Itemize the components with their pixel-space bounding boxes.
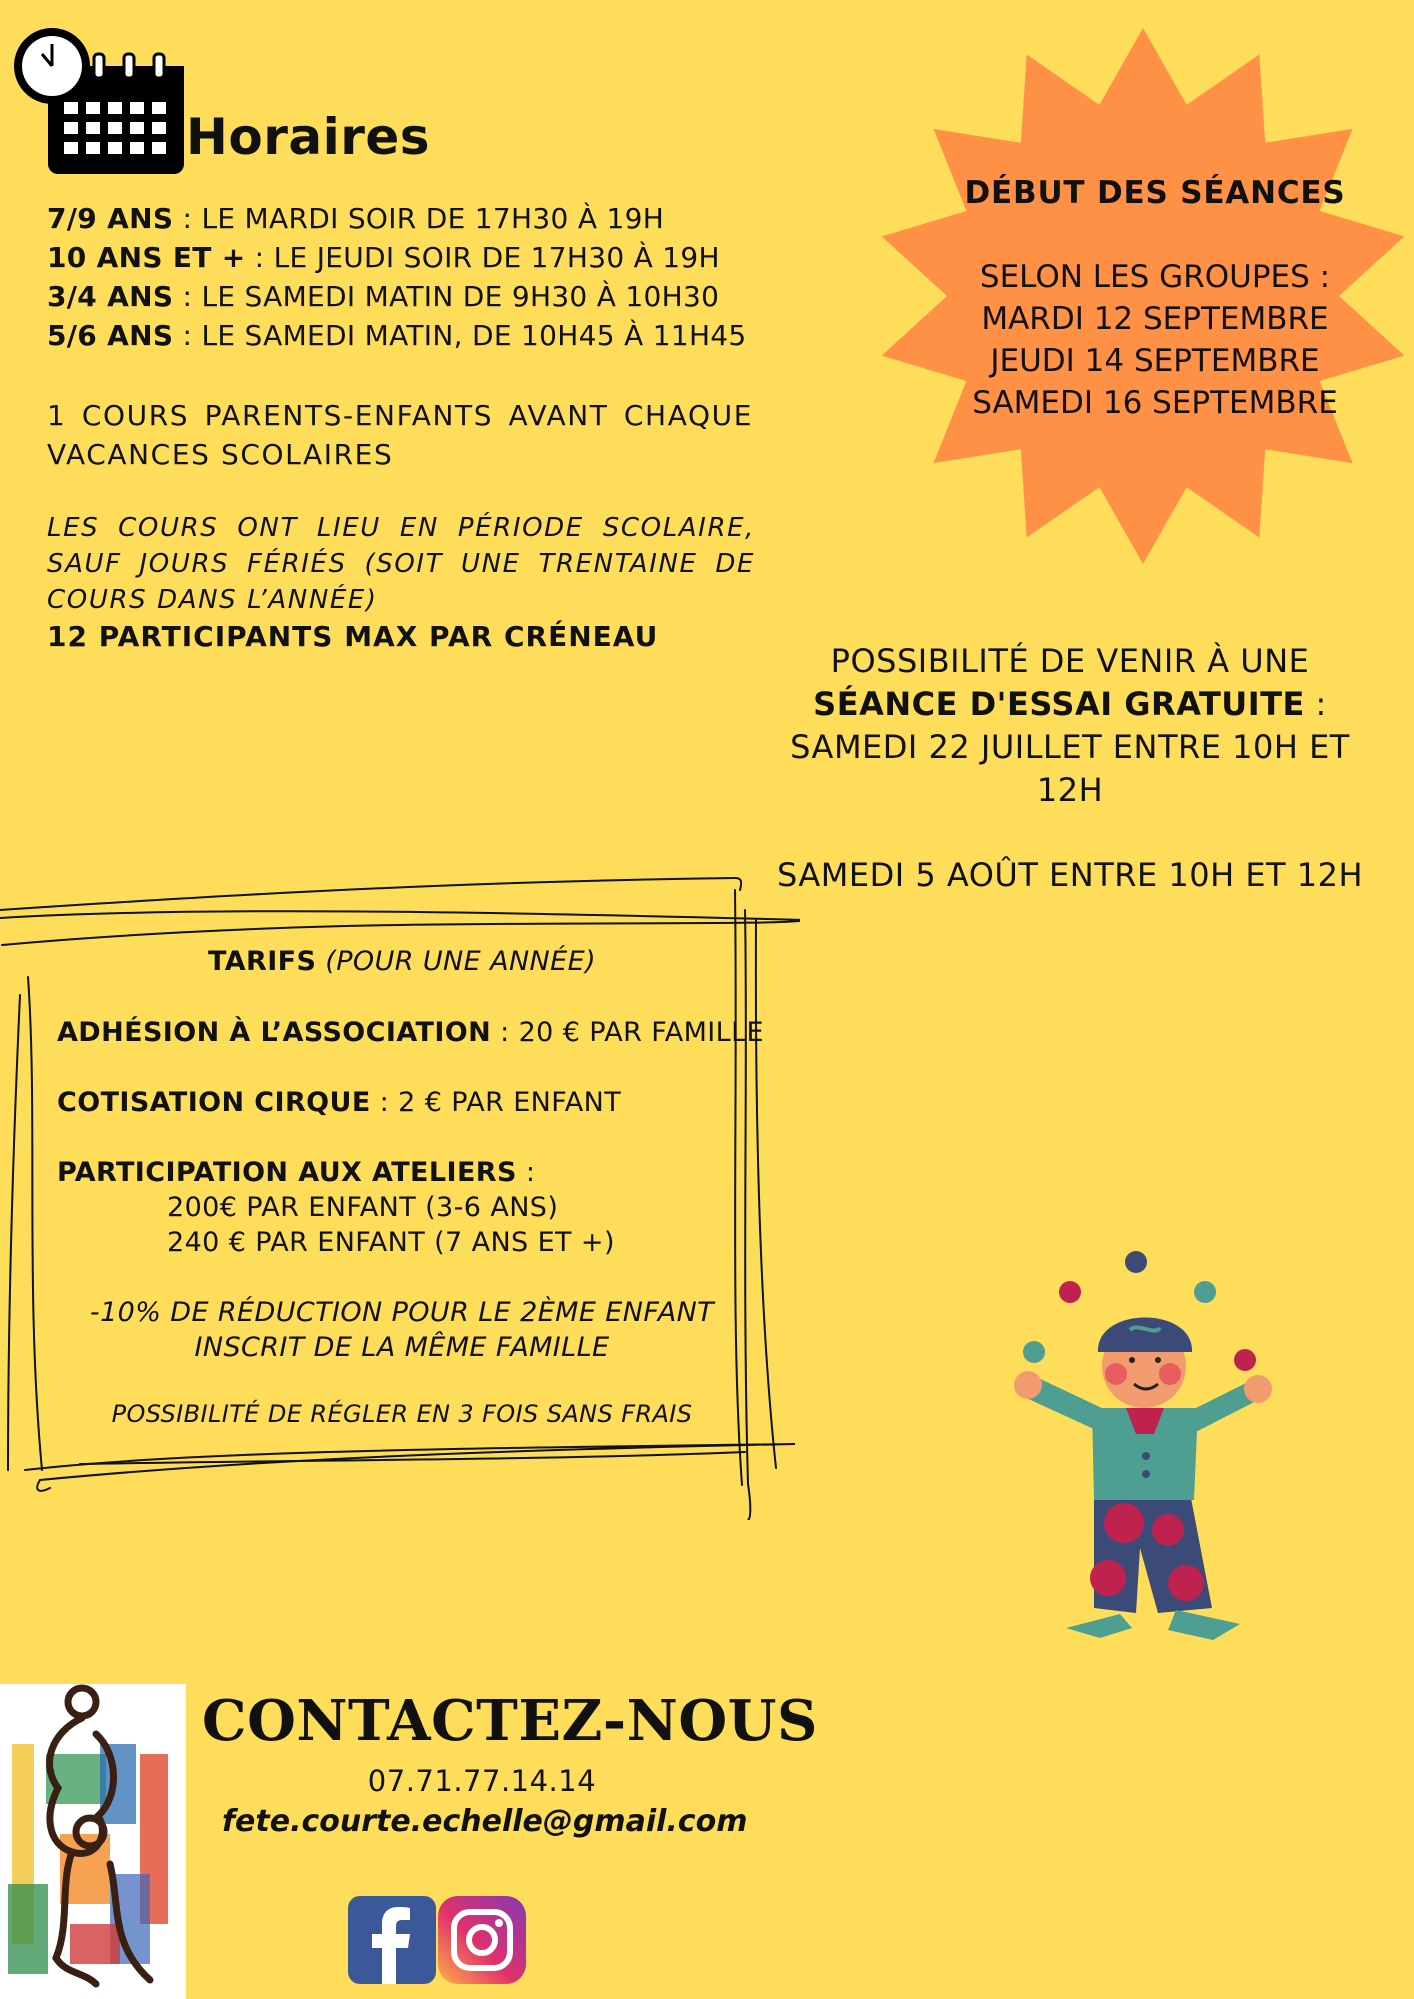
adhesion-label: ADHÉSION À L’ASSOCIATION <box>57 1017 492 1048</box>
schedule-row-7-9 <box>47 202 664 235</box>
schedule-row-10-plus <box>47 241 720 274</box>
trial-session-info <box>770 640 1370 897</box>
trial-date: SAMEDI 22 JUILLET ENTRE 10H ET 12H <box>790 728 1350 809</box>
schedule-age: 3/4 ANS <box>47 280 174 313</box>
start-line: JEUDI 14 SEPTEMBRE <box>990 343 1320 379</box>
schedule-time: : LE MARDI SOIR DE 17H30 À 19H <box>173 202 665 235</box>
schedule-row-5-6 <box>47 319 747 352</box>
schedule-row-3-4 <box>47 280 719 313</box>
reduction-line-2: INSCRIT DE LA MÊME FAMILLE <box>194 1332 610 1363</box>
trial-date: SAMEDI 5 AOÛT ENTRE 10H ET 12H <box>776 856 1364 894</box>
contact-title: CONTACTEZ-NOUS <box>202 1688 818 1754</box>
start-line: SAMEDI 16 SEPTEMBRE <box>972 385 1338 421</box>
cotisation-label: COTISATION CIRQUE <box>57 1087 371 1118</box>
price-7-plus: 240 € PAR ENFANT (7 ANS ET +) <box>167 1227 615 1258</box>
tarifs-panel <box>57 944 764 1432</box>
payment-note: POSSIBILITÉ DE RÉGLER EN 3 FOIS SANS FRAIS <box>111 1400 693 1428</box>
page-title: Horaires <box>186 108 431 166</box>
email-address[interactable]: fete.courte.echelle@gmail.com <box>222 1804 748 1839</box>
price-3-6: 200€ PAR ENFANT (3-6 ANS) <box>167 1192 559 1223</box>
phone-number[interactable]: 07.71.77.14.14 <box>367 1764 597 1798</box>
schedule-age: 10 ANS ET + <box>47 241 246 274</box>
reduction-line-1: -10% DE RÉDUCTION POUR LE 2ÈME ENFANT <box>89 1297 715 1328</box>
school-period-note: LES COURS ONT LIEU EN PÉRIODE SCOLAIRE, SAUF JOURS FÉRIÉS (SOIT UNE TRENTAINE DE COURS DANS L’ANNÉE) <box>47 513 755 615</box>
trial-colon: : <box>1304 685 1327 723</box>
schedule-time: : LE JEUDI SOIR DE 17H30 À 19H <box>245 241 720 274</box>
instagram-icon[interactable] <box>438 1896 526 1984</box>
trial-intro: POSSIBILITÉ DE VENIR À UNE <box>830 642 1310 680</box>
max-participants: 12 PARTICIPANTS MAX PAR CRÉNEAU <box>47 620 659 653</box>
cotisation-value: : 2 € PAR ENFANT <box>370 1087 622 1118</box>
trial-bold: SÉANCE D'ESSAI GRATUITE <box>813 685 1305 723</box>
calendar-clock-icon <box>12 26 187 178</box>
schedule-time: : LE SAMEDI MATIN DE 9H30 À 10H30 <box>173 280 720 313</box>
association-logo <box>0 1684 186 1999</box>
schedule-age: 7/9 ANS <box>47 202 174 235</box>
tarifs-title: TARIFS <box>207 946 317 977</box>
juggler-illustration <box>1008 1248 1280 1648</box>
start-line: SELON LES GROUPES : <box>979 259 1331 295</box>
adhesion-value: : 20 € PAR FAMILLE <box>491 1017 764 1048</box>
start-title: DÉBUT DES SÉANCES <box>964 175 1346 211</box>
participation-label: PARTICIPATION AUX ATELIERS <box>57 1157 517 1188</box>
schedule-time: : LE SAMEDI MATIN, DE 10H45 À 11H45 <box>173 319 747 352</box>
schedule-age: 5/6 ANS <box>47 319 174 352</box>
start-line: MARDI 12 SEPTEMBRE <box>981 301 1329 337</box>
parents-course-text: 1 COURS PARENTS-ENFANTS AVANT CHAQUE VACANCES SCOLAIRES <box>47 399 753 471</box>
start-dates-panel <box>920 172 1390 424</box>
facebook-icon[interactable] <box>348 1896 436 1984</box>
tarifs-subtitle: (POUR UNE ANNÉE) <box>316 946 597 977</box>
participation-colon: : <box>516 1157 536 1188</box>
